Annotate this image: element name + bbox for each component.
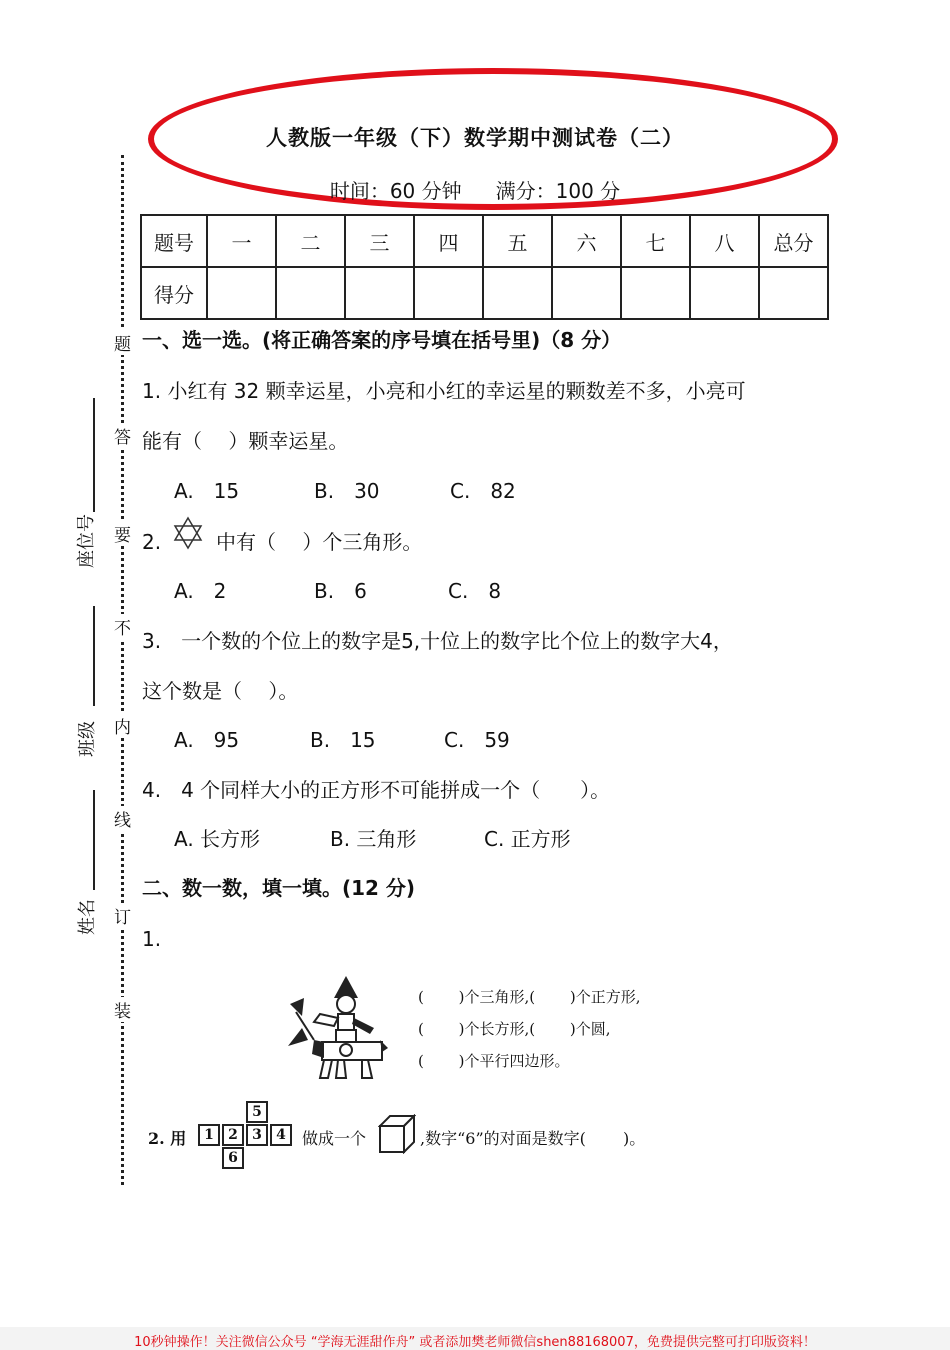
page-title: 人教版一年级（下）数学期中测试卷（二）	[266, 126, 684, 150]
score-entry-cell[interactable]	[345, 267, 414, 319]
table-cell: 得分	[141, 267, 207, 319]
q3-option-c: C. 59	[444, 728, 510, 752]
table-cell: 题号	[141, 215, 207, 267]
question1-text-cont: 能有（ ）颗幸运星。	[142, 429, 349, 453]
score-entry-cell[interactable]	[690, 267, 759, 319]
net-square: 1	[198, 1124, 220, 1146]
q1-option-b: B. 30	[314, 479, 380, 503]
figure-count-line-3: ( )个平行四边形。	[418, 1052, 570, 1070]
exam-full-score: 满分：100 分	[495, 179, 621, 203]
q3-option-a: A. 95	[174, 728, 240, 752]
table-cell: 一	[207, 215, 276, 267]
seat-number-label: 座位号	[76, 514, 97, 568]
section2-question2-mid: 做成一个	[302, 1129, 367, 1148]
binding-char: 不	[114, 614, 131, 639]
score-entry-cell[interactable]	[621, 267, 690, 319]
net-square: 2	[222, 1124, 244, 1146]
question3-text: 3. 一个数的个位上的数字是5,十位上的数字比个位上的数字大4，	[142, 629, 733, 653]
q4-option-c: C. 正方形	[484, 827, 571, 851]
section1-heading: 一、选一选。(将正确答案的序号填在括号里)（8 分）	[142, 328, 622, 352]
net-square: 5	[246, 1101, 268, 1123]
score-entry-cell[interactable]	[276, 267, 345, 319]
q2-option-b: B. 6	[314, 579, 367, 603]
cube-icon	[378, 1114, 416, 1154]
q2-option-c: C. 8	[448, 579, 502, 603]
binding-char: 线	[114, 806, 131, 831]
star-of-david-icon	[172, 516, 204, 550]
class-blank[interactable]	[93, 606, 95, 706]
q1-option-c: C. 82	[450, 479, 516, 503]
binding-char: 要	[114, 521, 131, 546]
score-entry-cell[interactable]	[207, 267, 276, 319]
table-cell: 八	[690, 215, 759, 267]
table-cell: 五	[483, 215, 552, 267]
table-cell: 四	[414, 215, 483, 267]
net-square: 4	[270, 1124, 292, 1146]
binding-dotted-line	[121, 155, 124, 1185]
q4-option-b: B. 三角形	[330, 827, 417, 851]
exam-time: 时间：60 分钟	[329, 179, 462, 203]
question4-text: 4. 4 个同样大小的正方形不可能拼成一个（ ）。	[142, 778, 611, 802]
binding-char: 装	[114, 997, 131, 1022]
section2-question2-suffix: ,数字“6”的对面是数字( )。	[420, 1129, 646, 1148]
binding-char: 题	[114, 330, 131, 355]
exam-info	[0, 175, 950, 204]
score-table-score-row	[141, 267, 828, 319]
question2-number: 2.	[142, 530, 162, 554]
name-label: 姓名	[77, 899, 98, 935]
figure-count-line-1: ( )个三角形,( )个正方形,	[418, 988, 641, 1006]
section2-heading: 二、数一数，填一填。(12 分)	[142, 876, 416, 900]
section2-question2-prefix: 2. 用	[148, 1129, 187, 1148]
score-entry-cell[interactable]	[552, 267, 621, 319]
q3-option-b: B. 15	[310, 728, 376, 752]
name-blank[interactable]	[93, 790, 95, 890]
score-table	[140, 214, 829, 320]
table-cell: 二	[276, 215, 345, 267]
net-square: 6	[222, 1147, 244, 1169]
q4-option-a: A. 长方形	[174, 827, 261, 851]
table-cell: 六	[552, 215, 621, 267]
figure-count-line-2: ( )个长方形,( )个圆,	[418, 1020, 611, 1038]
section2-question1-number: 1.	[142, 927, 162, 951]
score-table-header-row	[141, 215, 828, 267]
score-entry-cell[interactable]	[483, 267, 552, 319]
binding-char: 订	[114, 903, 131, 928]
score-entry-cell[interactable]	[759, 267, 828, 319]
binding-char: 答	[114, 423, 131, 448]
class-label: 班级	[77, 721, 98, 757]
score-entry-cell[interactable]	[414, 267, 483, 319]
question1-text: 1. 小红有 32 颗幸运星，小亮和小红的幸运星的颗数差不多，小亮可	[142, 379, 746, 403]
q1-option-a: A. 15	[174, 479, 240, 503]
seat-number-blank[interactable]	[93, 398, 95, 512]
question3-text-cont: 这个数是（ ）。	[142, 679, 299, 703]
question2-text: 中有（ ）个三角形。	[216, 530, 423, 554]
q2-option-a: A. 2	[174, 579, 227, 603]
footer-promo-text: 10秒钟操作！关注微信公众号 “学海无涯甜作舟” 或者添加樊老师微信shen88168007，免费提供完整可打印版资料！	[134, 1335, 816, 1350]
shape-figure-robot-illustration	[284, 974, 388, 1082]
table-cell: 三	[345, 215, 414, 267]
binding-char: 内	[114, 713, 131, 738]
table-cell: 七	[621, 215, 690, 267]
table-cell: 总分	[759, 215, 828, 267]
net-square: 3	[246, 1124, 268, 1146]
